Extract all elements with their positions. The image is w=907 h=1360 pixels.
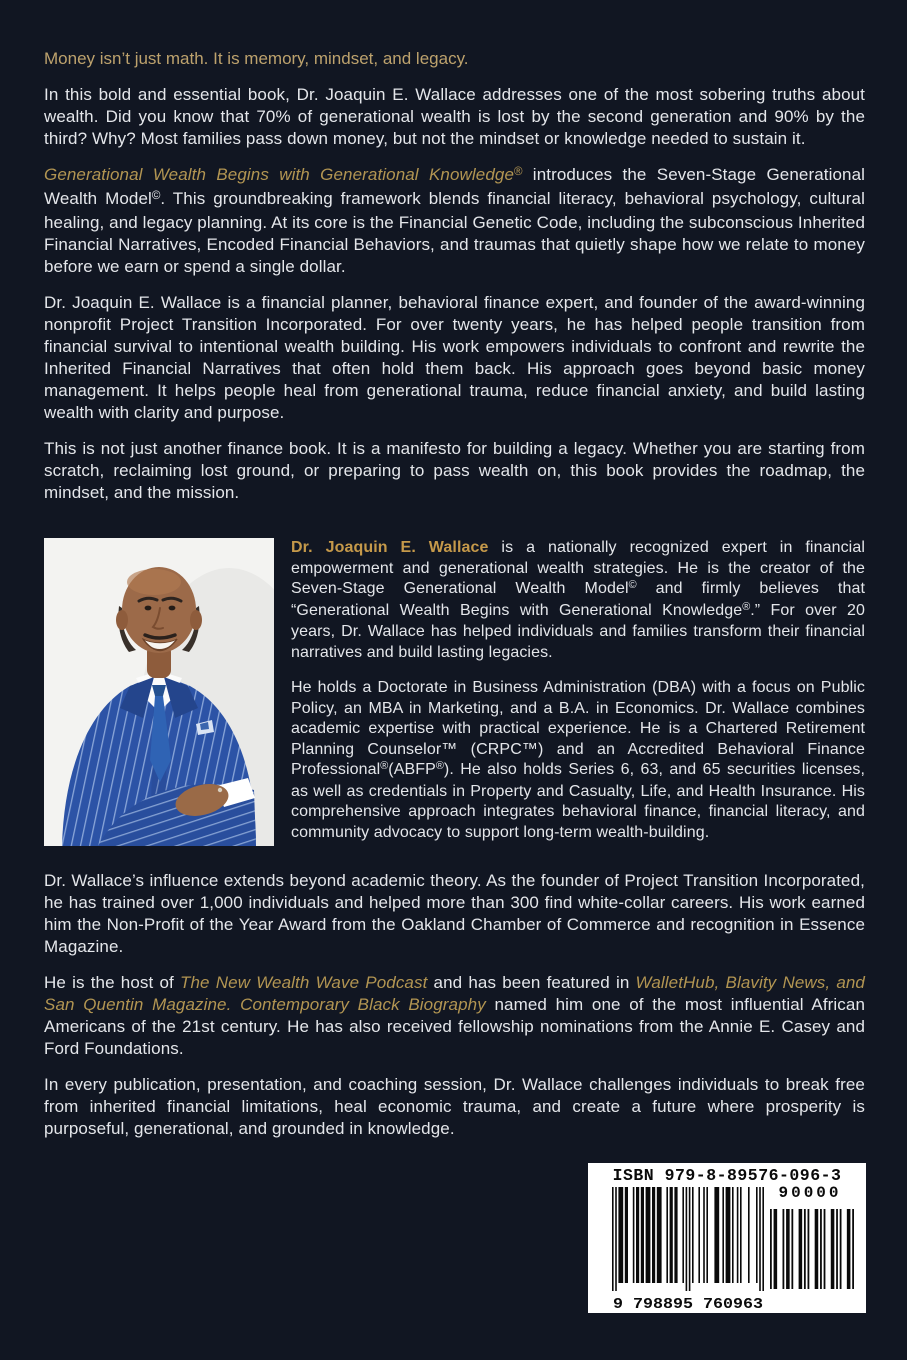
closing-paragraphs	[44, 870, 865, 1140]
paragraph: Dr. Wallace’s influence extends beyond academic theory. As the founder of Project Transition Incorporated, he has trained over 1,000 individuals and helped more than 300 find white-collar careers. His work earned him the Non-Profit of the Year Award from the Oakland Chamber of Commerce and recognition in Essence Magazine.	[44, 871, 865, 956]
ean13-barcode	[612, 1187, 764, 1311]
paragraph: This is not just another finance book. It is a manifesto for building a legacy. Whether you are starting from scratch, reclaiming lost ground, or preparing to pass wealth on, this book provides the roadmap, the mindset, and the mission.	[44, 439, 865, 502]
paragraph: He holds a Doctorate in Business Administration (DBA) with a focus on Public Policy, an MBA in Marketing, and a B.A. in Economics. Dr. Wallace combines academic expertise with practical experience. He is a Chartered Retirement Planning Counselor™ (CRPC™) and an Accredited Behavioral Finance Professional®(ABFP®). He also holds Series 6, 63, and 65 securities licenses, as well as credentials in Property and Casualty, Life, and Health Insurance. His comprehensive approach integrates behavioral finance, financial literacy, and community advocacy to support long-term wealth-building.	[291, 679, 865, 841]
barcode-price-code: 90000	[778, 1184, 842, 1202]
author-bio-text	[291, 538, 865, 846]
isbn-label: ISBN 979-8-89576-096-3	[612, 1166, 842, 1185]
paragraph: In this bold and essential book, Dr. Joaquin E. Wallace addresses one of the most sobering truths about wealth. Did you know that 70% of generational wealth is lost by the second generation and 90% by the third? Why? Most families pass down money, but not the mindset or knowledge needed to sustain it.	[44, 85, 865, 148]
paragraph: In every publication, presentation, and coaching session, Dr. Wallace challenges individuals to break free from inherited financial limitations, heal economic trauma, and create a future where prosperity is purposeful, generational, and grounded in knowledge.	[44, 1075, 865, 1138]
back-cover-text	[44, 48, 865, 1154]
paragraph: Dr. Joaquin E. Wallace is a nationally recognized expert in financial empowerment and generational wealth strategies. He is the creator of the Seven-Stage Generational Wealth Model© and firmly believes that “Generational Wealth Begins with Generational Knowledge®.” For over 20 years, Dr. Wallace has helped individuals and families transform their financial narratives and build lasting legacies.	[291, 539, 866, 661]
author-portrait-illustration	[44, 538, 274, 846]
paragraph: He is the host of The New Wealth Wave Podcast and has been featured in WalletHub, Blavity News, and San Quentin Magazine. Contemporary Black Biography named him one of the most influential African Americans of the 21st century. He has also received fellowship nominations from the Annie E. Casey and Ford Foundations.	[44, 973, 865, 1058]
tagline: Money isn’t just math. It is memory, mindset, and legacy.	[44, 49, 469, 68]
isbn-digits: 9 798895 760963	[613, 1297, 763, 1311]
paragraph: Dr. Joaquin E. Wallace is a financial planner, behavioral finance expert, and founder of the award-winning nonprofit Project Transition Incorporated. For over twenty years, he has helped people transition from financial survival to intentional wealth building. His work empowers individuals to confront and rewrite the Inherited Financial Narratives that often hold them back. His approach goes beyond basic money management. It helps people heal from generational trauma, reduce financial anxiety, and build lasting wealth with clarity and purpose.	[44, 293, 865, 422]
paragraph: Generational Wealth Begins with Generational Knowledge® introduces the Seven-Stage Generational Wealth Model©. This groundbreaking framework blends financial literacy, behavioral psychology, cultural healing, and legacy planning. At its core is the Financial Genetic Code, including the subconscious Inherited Financial Narratives, Encoded Financial Behaviors, and traumas that quietly shape how we relate to money before we earn or spend a single dollar.	[44, 165, 865, 276]
ean5-supplement-barcode	[770, 1209, 854, 1289]
isbn-barcode	[588, 1163, 866, 1313]
author-bio-section	[44, 538, 865, 846]
author-photo	[44, 538, 274, 846]
intro-paragraphs	[44, 84, 865, 504]
